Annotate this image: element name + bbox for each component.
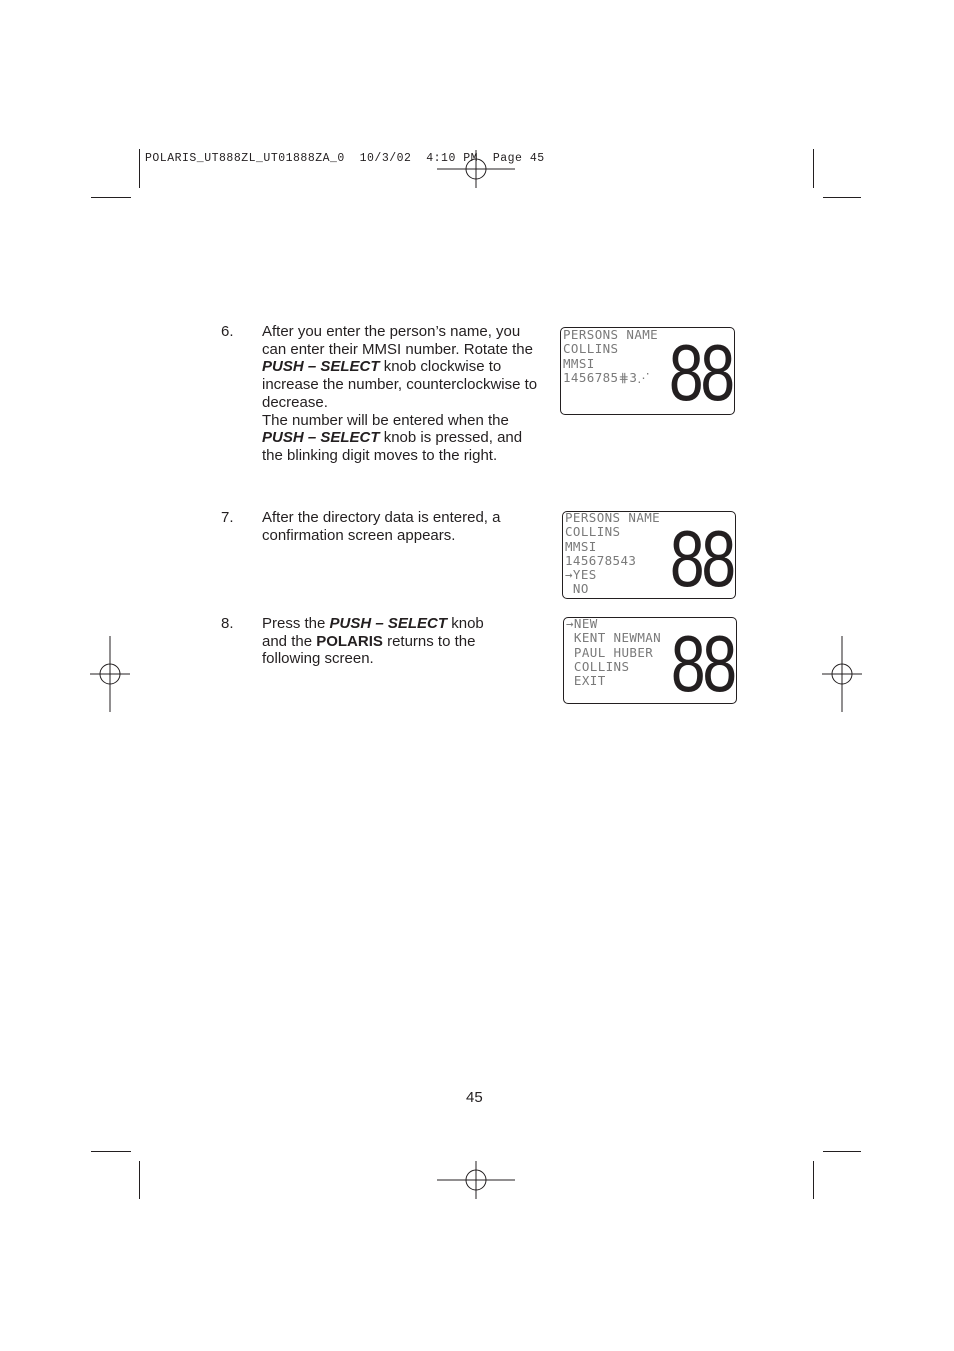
lcd-line: COLLINS [566, 658, 630, 674]
lcd-line: MMSI [563, 355, 595, 371]
step-text-segment: After the directory data is entered, a confirmation screen appears. [262, 509, 501, 544]
step-number: 6. [221, 323, 234, 340]
knob-name: PUSH – SELECT [329, 615, 448, 632]
step-text-segment: returns to the following screen. [262, 632, 476, 668]
lcd-line: EXIT [566, 673, 606, 689]
lcd-text [563, 328, 658, 385]
lcd-line: →NEW [566, 616, 598, 631]
registration-mark-right [822, 636, 864, 716]
knob-name: PUSH – SELECT [262, 358, 380, 376]
channel-digits: 88 [668, 328, 732, 417]
step-text-segment: knob and the [262, 615, 484, 650]
channel-digits: 88 [670, 619, 734, 708]
registration-mark-left [90, 636, 132, 716]
lcd-display [560, 327, 735, 415]
lcd-line: PERSONS NAME [563, 327, 659, 342]
step-text [262, 615, 512, 668]
lcd-display [563, 616, 737, 708]
step-number: 7. [221, 509, 234, 526]
product-name: POLARIS [316, 632, 383, 650]
step-text-segment: The number will be entered when the [262, 411, 509, 429]
lcd-line: PERSONS NAME [565, 510, 661, 525]
lcd-line: 145678543 [565, 552, 637, 568]
lcd-line: 1456785⋕3⋰ [563, 369, 651, 385]
lcd-line: MMSI [565, 538, 597, 554]
step-text-segment: knob is pressed, and the blinking digit moves to the right. [262, 429, 523, 464]
lcd-line: COLLINS [563, 341, 619, 357]
lcd-line: →YES [565, 567, 597, 583]
step-text [262, 323, 547, 465]
step-text-segment: knob clockwise to increase the number, counterclockwise to decrease. [262, 358, 538, 411]
knob-name: PUSH – SELECT [262, 429, 380, 447]
lcd-text [566, 617, 661, 688]
registration-mark-bottom [437, 1161, 517, 1201]
step-number: 8. [221, 615, 234, 632]
lcd-line: COLLINS [565, 524, 621, 540]
step-text-segment: Press the [262, 615, 330, 632]
lcd-line: KENT NEWMAN [566, 630, 662, 646]
page-number: 45 [466, 1089, 483, 1106]
step-text [262, 509, 547, 544]
lcd-line: PAUL HUBER [566, 644, 654, 660]
step-text-segment: After you enter the person’s name, you can enter their MMSI number. Rotate the [262, 323, 533, 358]
lcd-display [562, 510, 736, 603]
lcd-text [565, 511, 660, 597]
print-slug-line: POLARIS_UT888ZL_UT01888ZA_0 10/3/02 4:10 PM Page 45 [145, 152, 545, 165]
channel-digits: 88 [669, 514, 733, 603]
lcd-line: NO [565, 581, 589, 597]
